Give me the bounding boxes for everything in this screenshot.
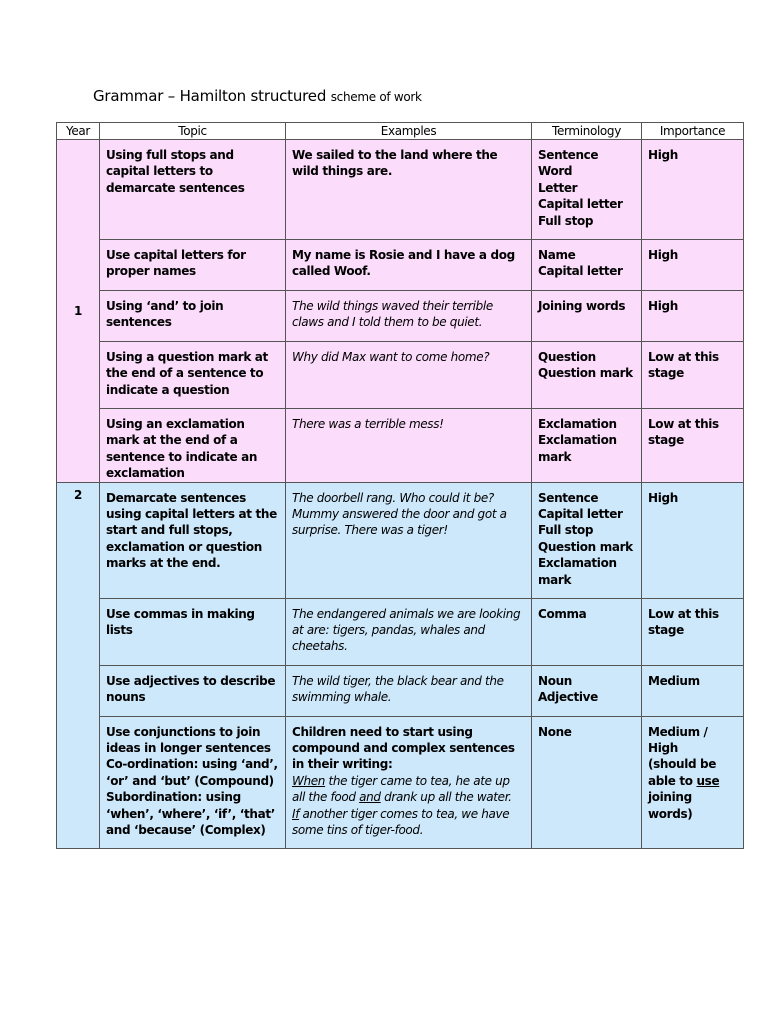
header-examples: Examples <box>286 123 532 140</box>
term: Adjective <box>538 690 598 705</box>
importance-cell: High <box>642 140 744 240</box>
terminology-cell <box>532 140 642 240</box>
term: Capital letter <box>538 264 623 279</box>
example-text: another tiger comes to tea, we have some tins of tiger-food. <box>292 806 510 838</box>
topic-cell: Use adjectives to describe nouns <box>100 665 286 716</box>
terminology-cell <box>532 598 642 665</box>
importance-cell: Low at this stage <box>642 342 744 409</box>
term: Full stop <box>538 213 594 228</box>
term: Comma <box>538 606 587 621</box>
topic-cell: Demarcate sentences using capital letters at the start and full stops, exclamation or question marks at the end. <box>100 482 286 598</box>
header-terminology: Terminology <box>532 123 642 140</box>
example-cell: We sailed to the land where the wild things are. <box>286 140 532 240</box>
importance-note <box>648 756 738 822</box>
example-cell: The endangered animals we are looking at are: tigers, pandas, whales and cheetahs. <box>286 598 532 665</box>
table-row <box>57 716 744 848</box>
term: Name <box>538 248 576 262</box>
table-row <box>57 240 744 291</box>
topic-cell <box>100 716 286 848</box>
example-cell: Why did Max want to come home? <box>286 342 532 409</box>
importance-note-text: joining words) <box>648 790 693 821</box>
terminology-cell <box>532 665 642 716</box>
importance-cell: High <box>642 240 744 291</box>
term: Letter <box>538 180 578 195</box>
underlined-word: If <box>292 806 300 821</box>
table-row <box>57 409 744 483</box>
term: Exclamation mark <box>538 433 617 464</box>
importance-main: Medium / High <box>648 724 708 756</box>
term: Capital letter <box>538 507 623 522</box>
importance-cell: Low at this stage <box>642 409 744 483</box>
term: Capital letter <box>538 197 623 212</box>
header-importance: Importance <box>642 123 744 140</box>
header-year: Year <box>57 123 100 140</box>
year-1-cell: 1 <box>57 140 100 483</box>
underlined-word: When <box>292 773 326 788</box>
underlined-word: use <box>696 773 720 788</box>
example-cell: The doorbell rang. Who could it be? Mummy answered the door and got a surprise. There was a tiger! <box>286 482 532 598</box>
term: Word <box>538 164 573 179</box>
term: None <box>538 724 572 739</box>
example-cell <box>286 716 532 848</box>
importance-cell <box>642 716 744 848</box>
importance-note-text: (should be able to <box>648 757 717 788</box>
terminology-cell <box>532 409 642 483</box>
importance-cell: High <box>642 291 744 342</box>
year-2-cell: 2 <box>57 482 100 848</box>
term: Sentence <box>538 148 599 162</box>
term: Joining words <box>538 299 626 313</box>
term: Question mark <box>538 366 633 381</box>
topic-line: Subordination: using ‘when’, ‘where’, ‘if’, ‘that’ and ‘because’ (Complex) <box>106 790 275 838</box>
example-intro: Children need to start using compound and complex sentences in their writing: <box>292 724 515 772</box>
terminology-cell <box>532 342 642 409</box>
table-row <box>57 140 744 240</box>
terminology-cell <box>532 240 642 291</box>
topic-cell: Using a question mark at the end of a sentence to indicate a question <box>100 342 286 409</box>
topic-line: Use conjunctions to join ideas in longer sentences <box>106 724 271 756</box>
importance-cell: Medium <box>642 665 744 716</box>
table-row <box>57 598 744 665</box>
title-main: Grammar – Hamilton structured <box>93 87 327 105</box>
term: Sentence <box>538 490 599 505</box>
term: Full stop <box>538 523 594 538</box>
term: Noun <box>538 673 572 688</box>
terminology-cell <box>532 482 642 598</box>
term: Exclamation mark <box>538 556 617 587</box>
term: Question <box>538 350 596 364</box>
table-row <box>57 291 744 342</box>
title-sub: scheme of work <box>330 90 422 104</box>
table-row <box>57 482 744 598</box>
example-sentence-1 <box>292 773 526 806</box>
topic-cell: Using an exclamation mark at the end of a sentence to indicate an exclamation <box>100 409 286 483</box>
importance-cell: High <box>642 482 744 598</box>
scheme-table <box>56 122 744 849</box>
document-title <box>93 87 422 105</box>
example-text: drank up all the water. <box>380 790 512 805</box>
terminology-cell <box>532 291 642 342</box>
terminology-cell <box>532 716 642 848</box>
topic-cell: Use capital letters for proper names <box>100 240 286 291</box>
topic-cell: Using full stops and capital letters to demarcate sentences <box>100 140 286 240</box>
importance-cell: Low at this stage <box>642 598 744 665</box>
term: Question mark <box>538 539 633 554</box>
topic-cell: Using ‘and’ to join sentences <box>100 291 286 342</box>
example-cell: There was a terrible mess! <box>286 409 532 483</box>
topic-line: Co-ordination: using ‘and’, ‘or’ and ‘but’ (Compound) <box>106 757 278 788</box>
underlined-word: and <box>359 790 381 805</box>
example-cell: My name is Rosie and I have a dog called Woof. <box>286 240 532 291</box>
example-cell: The wild tiger, the black bear and the swimming whale. <box>286 665 532 716</box>
example-text: the tiger came to tea, he ate up all the food <box>292 773 510 805</box>
term: Exclamation <box>538 417 617 431</box>
example-cell: The wild things waved their terrible claws and I told them to be quiet. <box>286 291 532 342</box>
table-row <box>57 665 744 716</box>
table-row <box>57 342 744 409</box>
topic-cell: Use commas in making lists <box>100 598 286 665</box>
header-row <box>57 123 744 140</box>
header-topic: Topic <box>100 123 286 140</box>
example-sentence-2 <box>292 806 526 839</box>
